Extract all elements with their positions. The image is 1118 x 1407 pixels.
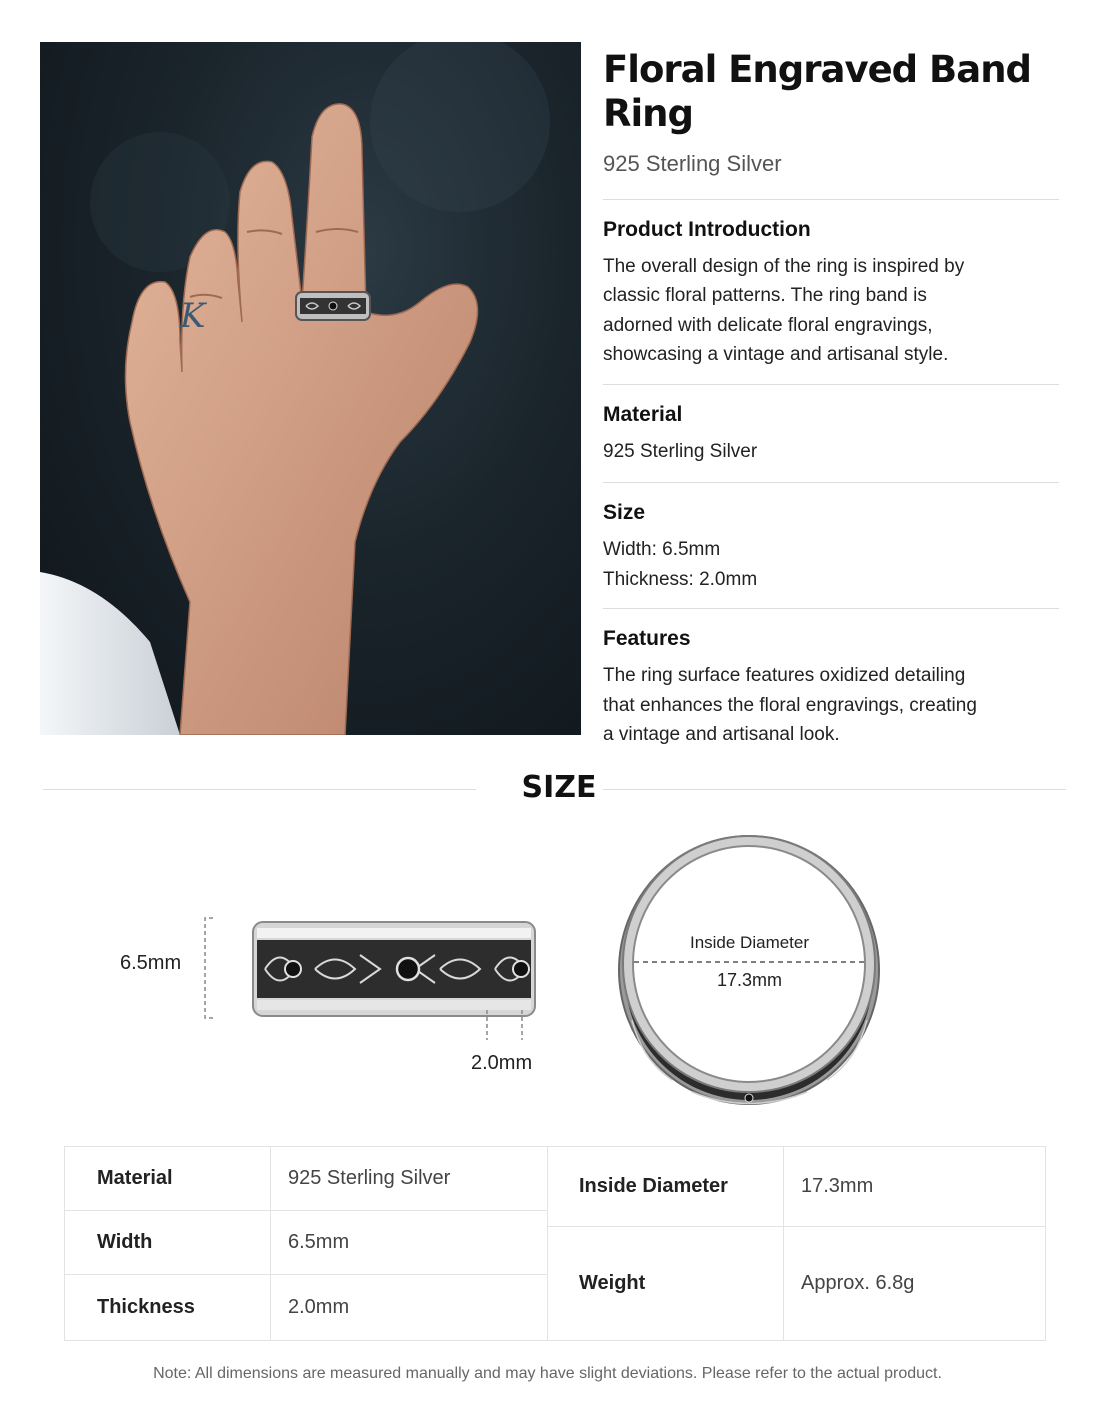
text-line: The overall design of the ring is inspired by — [603, 255, 965, 277]
section-title: Material — [603, 402, 683, 426]
product-subtitle: 925 Sterling Silver — [603, 150, 782, 176]
text-line: 925 Sterling Silver — [603, 440, 758, 462]
section-text — [603, 252, 1059, 370]
width-dimension-label: 6.5mm — [120, 952, 182, 974]
product-title: Floral Engraved Band Ring — [603, 48, 1032, 136]
table-row-label: Thickness — [97, 1296, 195, 1318]
table-row-label: Inside Diameter — [579, 1175, 728, 1197]
text-line: The ring surface features oxidized detailing — [603, 665, 966, 687]
text-line: that enhances the floral engravings, creating — [603, 694, 977, 716]
section-text — [603, 661, 1059, 750]
thickness-dimension-label: 2.0mm — [471, 1052, 533, 1074]
section-text — [603, 535, 1059, 594]
section-features — [603, 609, 1059, 750]
table-row-value: 17.3mm — [801, 1175, 874, 1197]
svg-text:K: K — [180, 296, 206, 336]
product-info — [603, 42, 1059, 750]
table-row-value: Approx. 6.8g — [801, 1272, 915, 1294]
table-row-label: Width — [97, 1231, 153, 1253]
table-row-label: Material — [97, 1167, 173, 1189]
text-line: classic floral patterns. The ring band is — [603, 285, 927, 307]
section-text — [603, 437, 1059, 467]
text-line: adorned with delicate floral engravings, — [603, 314, 933, 336]
text-line: showcasing a vintage and artisanal style. — [603, 344, 949, 366]
section-title: Product Introduction — [603, 217, 811, 241]
hand-with-ring-illustration — [40, 42, 581, 735]
ring-side-view-diagram — [195, 910, 555, 1040]
section-material — [603, 385, 1059, 467]
text-line: a vintage and artisanal look. — [603, 724, 840, 746]
table-row-label: Weight — [579, 1272, 646, 1294]
table-row-value: 2.0mm — [288, 1296, 350, 1318]
section-title: Features — [603, 627, 691, 651]
inside-diameter-value: 17.3mm — [716, 970, 783, 990]
table-row-value: 6.5mm — [288, 1231, 350, 1253]
size-heading: SIZE — [521, 770, 597, 805]
product-photo — [40, 42, 581, 735]
spec-table — [64, 1146, 1046, 1341]
section-title: Size — [603, 501, 646, 525]
disclaimer-note: Note: All dimensions are measured manually and may have slight deviations. Please refer to the actual product. — [153, 1365, 942, 1382]
text-line: Width: 6.5mm — [603, 539, 721, 561]
section-product-introduction — [603, 200, 1059, 370]
text-line: Thickness: 2.0mm — [603, 568, 758, 590]
table-row-value: 925 Sterling Silver — [288, 1167, 451, 1189]
section-size — [603, 483, 1059, 594]
inside-diameter-label: Inside Diameter — [689, 933, 810, 952]
